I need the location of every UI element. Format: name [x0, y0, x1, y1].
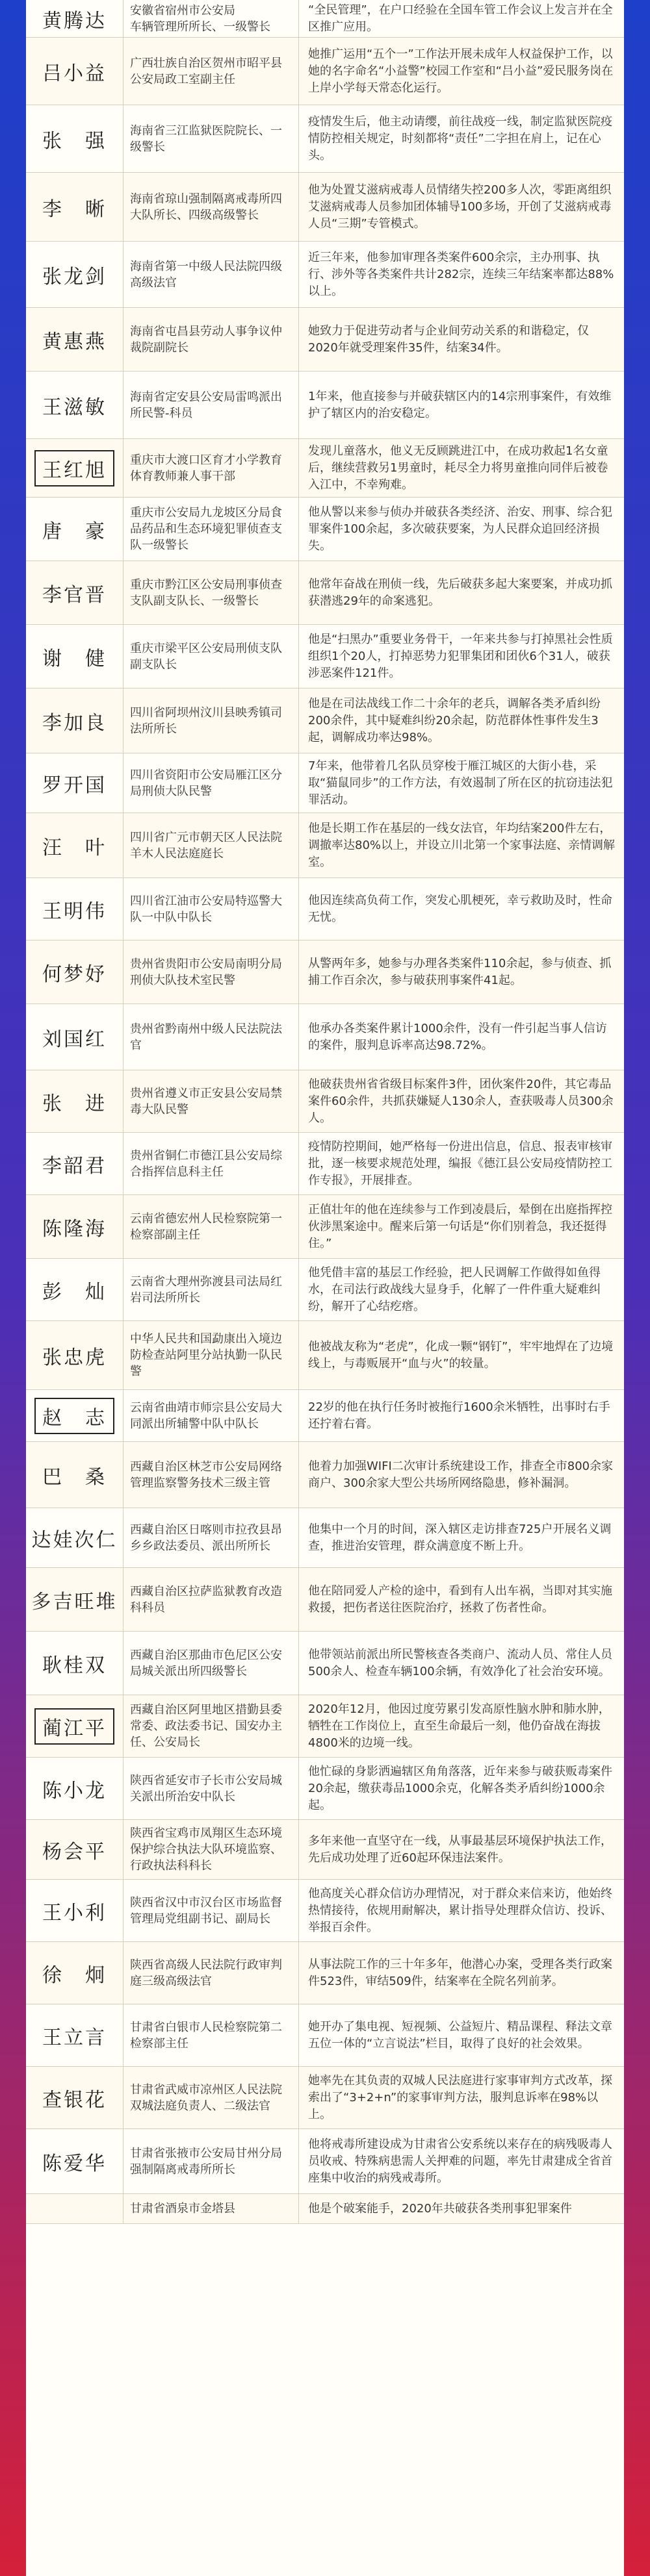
deed-cell — [299, 1442, 624, 1508]
deed-cell — [299, 38, 624, 105]
name-cell — [26, 753, 124, 813]
table-row — [26, 439, 624, 498]
deed-summary: 他凭借丰富的基层工作经验，把人民调解工作做得如鱼得水，在司法行政战线大显身手，化解了一件件重大疑难纠纷，解开了心结疙瘩。 — [308, 1265, 601, 1313]
table-row — [26, 308, 624, 372]
table-row — [26, 2004, 624, 2067]
unit-cell — [124, 1508, 299, 1567]
table-row — [26, 105, 624, 173]
unit-cell — [124, 173, 299, 241]
name-cell — [26, 1568, 124, 1631]
work-unit: 西藏自治区日喀则市拉孜县昂乡乡政法委员、派出所所长 — [130, 1522, 282, 1553]
unit-cell — [124, 688, 299, 753]
person-name: 黄惠燕 — [42, 330, 107, 353]
table-row — [26, 1695, 624, 1758]
left-decorative-bar — [0, 0, 26, 2576]
table-row — [26, 242, 624, 308]
deed-cell — [299, 2194, 624, 2223]
work-unit: 安徽省宿州市公安局 车辆管理所所长、一级警长 — [130, 3, 270, 34]
work-unit: 云南省大理州弥渡县司法局红岩司法所所长 — [130, 1274, 282, 1305]
person-name: 黄腾达 — [42, 9, 107, 32]
deed-summary: 他将戒毒所建设成为甘肃省公安系统以来存在的病残吸毒人员收戒、特殊病患需人关押难的问题，率先甘肃建成全省首座集中收治的病残戒毒所。 — [308, 2137, 612, 2185]
work-unit: 云南省德宏州人民检察院第一检察部副主任 — [130, 1211, 282, 1242]
name-cell — [26, 0, 124, 37]
work-unit: 贵州省贵阳市公安局南明分局刑侦大队技术室民警 — [130, 957, 282, 987]
unit-cell — [124, 1942, 299, 2004]
table-row — [26, 625, 624, 688]
right-decorative-bar — [624, 0, 650, 2576]
name-cell — [26, 1632, 124, 1695]
name-cell — [26, 1442, 124, 1508]
deed-summary: 他带领站前派出所民警核查各类商户、流动人员、常住人员500余人、检查车辆100余辆，有效净化了社会治安环境。 — [308, 1647, 612, 1678]
unit-cell — [124, 105, 299, 172]
deed-cell — [299, 2004, 624, 2066]
name-cell — [26, 1508, 124, 1567]
deed-summary: 多年来他一直坚守在一线，从事最基层环境保护执法工作，先后成功处理了近60起环保违法案件。 — [308, 1834, 612, 1865]
unit-cell — [124, 753, 299, 813]
deed-summary: 他是在司法战线工作二十余年的老兵，调解各类矛盾纠纷200余件，其中疑难纠纷20余起，防范群体性事件发生3起，调解成功率达98%。 — [308, 696, 601, 744]
deed-summary: 他集中一个月的时间，深入辖区走访排查725户开展名义调查，推进治安管理，群众满意度不断上升。 — [308, 1522, 612, 1553]
table-row — [26, 1632, 624, 1695]
table-row — [26, 1942, 624, 2004]
deed-cell — [299, 1820, 624, 1879]
deed-cell — [299, 0, 624, 37]
deed-cell — [299, 2129, 624, 2193]
name-cell — [26, 813, 124, 878]
work-unit: 海南省定安县公安局雷鸣派出所民警-科员 — [130, 390, 282, 420]
name-cell — [26, 242, 124, 307]
deed-cell — [299, 242, 624, 307]
person-name: 张 进 — [42, 1092, 107, 1115]
table-row — [26, 1880, 624, 1942]
deed-cell — [299, 1133, 624, 1194]
unit-cell — [124, 1195, 299, 1258]
unit-cell — [124, 372, 299, 438]
work-unit: 贵州省黔南州中级人民法院法官 — [130, 1022, 282, 1052]
deed-summary: 近三年来，他参加审理各类案件600余宗，主办刑事、执行、涉外等各类案件共计282宗，连续三年结案率都达88%以上。 — [308, 250, 614, 298]
deed-cell — [299, 1758, 624, 1819]
unit-cell — [124, 1004, 299, 1070]
table-row — [26, 1442, 624, 1508]
person-name: 王滋敏 — [42, 396, 107, 419]
name-cell — [26, 498, 124, 561]
deed-cell — [299, 1695, 624, 1757]
person-name: 达娃次仁 — [31, 1528, 118, 1552]
deed-summary: 疫情防控期间，她严格每一份进出信息，信息、报表审核审批，逐一核要求规范处理，编报《德江县公安局疫情防控工作专报》，开展排查。 — [308, 1139, 612, 1187]
work-unit: 海南省第一中级人民法院四级高级法官 — [130, 259, 282, 290]
person-name: 李官晋 — [42, 583, 107, 607]
unit-cell — [124, 1442, 299, 1508]
deed-summary: 22岁的他在执行任务时被拖行1600余米牺牲，出事时右手还拧着右膏。 — [308, 1400, 610, 1431]
deed-summary: 他是个破案能手，2020年共破获各类刑事犯罪案件 — [308, 2201, 572, 2216]
name-cell — [26, 1070, 124, 1132]
unit-cell — [124, 1390, 299, 1441]
table-row — [26, 498, 624, 561]
deed-summary: 他破获贵州省省级目标案件3件，团伙案件20件，其它毒品案件60余件，共抓获嫌疑人130余人，查获吸毒人员300余人。 — [308, 1077, 614, 1125]
work-unit: 四川省广元市朝天区人民法院羊木人民法庭庭长 — [130, 830, 282, 861]
deed-summary: 她推广运用“五个一”工作法开展未成年人权益保护工作，以她的名字命名“小益警”校园工作室和“吕小益”爱民服务岗在上岸小学每天常态化运行。 — [308, 47, 614, 95]
work-unit: 陕西省延安市子长市公安局城关派出所治安中队长 — [130, 1773, 282, 1804]
person-name: 巴 桑 — [42, 1465, 107, 1489]
unit-cell — [124, 2129, 299, 2193]
work-unit: 西藏自治区阿里地区措勤县委常委、政法委书记、国安办主任、公安局长 — [130, 1703, 282, 1749]
person-name: 张忠虎 — [42, 1346, 107, 1369]
deed-cell — [299, 439, 624, 497]
name-cell — [26, 38, 124, 105]
deed-cell — [299, 813, 624, 878]
person-name: 杨会平 — [42, 1840, 107, 1863]
person-name: 吕小益 — [42, 62, 107, 85]
deed-cell — [299, 753, 624, 813]
name-cell — [26, 625, 124, 688]
name-cell — [26, 372, 124, 438]
honor-roll-table — [26, 0, 624, 2576]
deed-summary: 2020年12月，他因过度劳累引发高原性脑水肿和肺水肿，牺牲在工作岗位上，直至生命最后一刻，他仍奋战在海拔4800米的边境一线。 — [308, 1702, 610, 1750]
name-cell — [26, 105, 124, 172]
name-cell — [26, 2004, 124, 2066]
name-cell — [26, 1820, 124, 1879]
table-row — [26, 813, 624, 878]
deed-summary: 他被战友称为“老虎”，化成一颗“钢钉”，牢牢地焊在了边境线上，与毒贩展开“血与火”的较量。 — [308, 1339, 614, 1370]
deed-summary: 她开办了集电视、短视频、公益短片、精品课程、释法文章五位一体的“立言说法”栏目，取得了良好的社会效果。 — [308, 2019, 612, 2051]
person-name: 谢 健 — [42, 647, 107, 670]
deed-cell — [299, 1195, 624, 1258]
table-row — [26, 173, 624, 242]
deed-summary: 他着力加强WIFI二次审计系统建设工作，排查全市800余家商户、300余家大型公共场所网络隐患，修补漏洞。 — [308, 1459, 614, 1490]
unit-cell — [124, 1321, 299, 1389]
unit-cell — [124, 1695, 299, 1757]
unit-cell — [124, 242, 299, 307]
person-name: 李韶君 — [42, 1154, 107, 1178]
work-unit: 贵州省铜仁市德江县公安局综合指挥信息科主任 — [130, 1148, 282, 1179]
work-unit: 陕西省汉中市汉台区市场监督管理局党组副书记、副局长 — [130, 1895, 282, 1926]
table-row — [26, 753, 624, 813]
table-row — [26, 372, 624, 439]
table-row — [26, 38, 624, 105]
deed-summary: 发现儿童落水，他义无反顾跳进江中，在成功救起1名女童后，继续营救另1男童时，耗尽全力将男童推向同伴后被卷入江中，不幸殉难。 — [308, 444, 608, 492]
person-name: 王红旭 — [34, 450, 114, 486]
name-cell — [26, 1942, 124, 2004]
work-unit: 西藏自治区那曲市色尼区公安局城关派出所四级警长 — [130, 1648, 282, 1678]
unit-cell — [124, 1568, 299, 1631]
work-unit: 四川省资阳市公安局雁江区分局刑侦大队民警 — [130, 768, 282, 798]
deed-cell — [299, 878, 624, 940]
deed-summary: 他是长期工作在基层的一线女法官，年均结案200件左右，调撤率达80%以上，并设立川北第一个家事法庭、亲情调解室。 — [308, 821, 616, 869]
person-name: 王立言 — [42, 2026, 107, 2049]
person-name: 李 晰 — [42, 197, 107, 221]
person-name: 何梦妤 — [42, 963, 107, 986]
person-name: 赵 志 — [34, 1398, 114, 1434]
work-unit: 甘肃省酒泉市金塔县 — [130, 2202, 235, 2216]
unit-cell — [124, 2194, 299, 2223]
work-unit: 西藏自治区林芝市公安局网络管理监察警务技术三级主管 — [130, 1459, 282, 1490]
deed-summary: 1年来，他直接参与并破获辖区内的14宗刑事案件，有效维护了辖区内的治安稳定。 — [308, 389, 612, 420]
unit-cell — [124, 1820, 299, 1879]
unit-cell — [124, 0, 299, 37]
table-row — [26, 2129, 624, 2194]
name-cell — [26, 1390, 124, 1441]
unit-cell — [124, 38, 299, 105]
work-unit: 甘肃省武威市凉州区人民法院双城法庭负责人、二级法官 — [130, 2082, 282, 2113]
deed-cell — [299, 1390, 624, 1441]
person-name: 蔺江平 — [34, 1708, 114, 1745]
person-name: 彭 灿 — [42, 1280, 107, 1304]
deed-summary: 他常年奋战在刑侦一线，先后破获多起大案要案，并成功抓获潜逃29年的命案逃犯。 — [308, 577, 612, 608]
table-row — [26, 1568, 624, 1632]
deed-cell — [299, 561, 624, 624]
work-unit: 西藏自治区拉萨监狱教育改造科科员 — [130, 1584, 282, 1615]
work-unit: 重庆市黔江区公安局刑事侦查支队副支队长、一级警长 — [130, 577, 282, 608]
work-unit: 陕西省高级人民法院行政审判庭三级高级法官 — [130, 1958, 282, 1988]
deed-cell — [299, 1632, 624, 1695]
person-name: 陈爱华 — [42, 2152, 107, 2175]
person-name: 刘国红 — [42, 1028, 107, 1051]
unit-cell — [124, 2004, 299, 2066]
table-row — [26, 1758, 624, 1820]
unit-cell — [124, 941, 299, 1004]
unit-cell — [124, 625, 299, 688]
unit-cell — [124, 1070, 299, 1132]
person-name: 张 强 — [42, 129, 107, 153]
person-name: 耿桂双 — [42, 1654, 107, 1677]
name-cell — [26, 878, 124, 940]
deed-cell — [299, 1070, 624, 1132]
deed-summary: 她率先在其负责的双城人民法庭进行家事审判方式改革，探索出了“3+2+n”的家事审判方法，服判息诉率在98%以上。 — [308, 2073, 612, 2121]
deed-cell — [299, 498, 624, 561]
deed-cell — [299, 1321, 624, 1389]
work-unit: 四川省阿坝州汶川县映秀镇司法所所长 — [130, 705, 282, 736]
deed-cell — [299, 1880, 624, 1941]
table-row — [26, 1004, 624, 1070]
person-name: 唐 豪 — [42, 520, 107, 543]
name-cell — [26, 2129, 124, 2193]
work-unit: 四川省江油市公安局特巡警大队一中队中队长 — [130, 894, 282, 924]
table-row — [26, 1820, 624, 1880]
deed-cell — [299, 308, 624, 371]
work-unit: 贵州省遵义市正安县公安局禁毒大队民警 — [130, 1086, 282, 1117]
table-row — [26, 561, 624, 625]
name-cell — [26, 941, 124, 1004]
work-unit: 重庆市大渡口区育才小学教育体育教师兼人事干部 — [130, 453, 282, 483]
name-cell — [26, 2067, 124, 2128]
unit-cell — [124, 878, 299, 940]
deed-summary: 他高度关心群众信访办理情况，对于群众来信来访，他始终热情接待，依规用耐解决，累计指导处理群众信访、投诉、举报百余件。 — [308, 1886, 612, 1934]
deed-summary: 从警两年多，她参与办理各类案件110余起，参与侦查、抓捕工作百余次，参与破获刑事案件41起。 — [308, 956, 612, 987]
deed-summary: “全民管理”，在户口经验在全国车管工作会议上发言并在全区推广应用。 — [308, 3, 613, 34]
name-cell — [26, 688, 124, 753]
name-cell — [26, 439, 124, 497]
table-row — [26, 1259, 624, 1321]
deed-summary: 他是“扫黑办”重要业务骨干，一年来共参与打掉黑社会性质组织1个20人，打掉恶势力犯罪集团和团伙6个31人，破获涉恶案件121件。 — [308, 632, 613, 680]
table-row — [26, 688, 624, 753]
name-cell — [26, 1758, 124, 1819]
deed-summary: 从事法院工作的三十年多年，他潜心办案，受理各类行政案件523件，审结509件，结案率在全院名列前茅。 — [308, 1957, 612, 1988]
table-row — [26, 878, 624, 941]
work-unit: 重庆市梁平区公安局刑侦支队副支队长 — [130, 641, 282, 672]
work-unit: 海南省琼山强制隔离戒毒所四大队所长、四级高级警长 — [130, 192, 282, 222]
deed-summary: 他在陪同爱人产检的途中，看到有人出车祸，当即对其实施救援，把伤者送往医院治疗，拯救了伤者性命。 — [308, 1584, 612, 1615]
table-row — [26, 1390, 624, 1442]
deed-cell — [299, 1942, 624, 2004]
deed-cell — [299, 1508, 624, 1567]
deed-cell — [299, 688, 624, 753]
deed-summary: 他为处置艾滋病戒毒人员情绪失控200多人次，零距离组织艾滋病戒毒人员参加团体辅导100多场，开创了艾滋病戒毒人员“三期”专管模式。 — [308, 183, 612, 231]
table-row — [26, 1070, 624, 1133]
unit-cell — [124, 561, 299, 624]
unit-cell — [124, 308, 299, 371]
person-name: 李加良 — [42, 711, 107, 735]
name-cell — [26, 1695, 124, 1757]
table-row — [26, 941, 624, 1004]
work-unit: 重庆市公安局九龙坡区分局食品药品和生态环境犯罪侦查支队一级警长 — [130, 506, 282, 552]
deed-summary: 他因连续高负荷工作，突发心肌梗死，幸亏救助及时，性命无忧。 — [308, 893, 612, 924]
deed-cell — [299, 173, 624, 241]
name-cell — [26, 561, 124, 624]
deed-cell — [299, 941, 624, 1004]
person-name: 汪 叶 — [42, 836, 107, 859]
person-name: 查银花 — [42, 2088, 107, 2112]
deed-cell — [299, 2067, 624, 2128]
name-cell — [26, 1880, 124, 1941]
unit-cell — [124, 2067, 299, 2128]
deed-summary: 他从警以来参与侦办并破获各类经济、治安、刑事、综合犯罪案件100余起，多次破获要案，为人民群众追回经济损失。 — [308, 505, 612, 553]
table-row — [26, 1321, 624, 1390]
name-cell — [26, 1259, 124, 1320]
deed-cell — [299, 1568, 624, 1631]
person-name: 张龙剑 — [42, 265, 107, 288]
table-row — [26, 2194, 624, 2224]
person-name: 陈隆海 — [42, 1217, 107, 1241]
work-unit: 云南省曲靖市师宗县公安局大同派出所辅警中队中队长 — [130, 1400, 282, 1431]
deed-cell — [299, 372, 624, 438]
deed-cell — [299, 625, 624, 688]
work-unit: 海南省屯昌县劳动人事争议仲裁院副院长 — [130, 324, 282, 355]
unit-cell — [124, 813, 299, 878]
unit-cell — [124, 1259, 299, 1320]
unit-cell — [124, 1880, 299, 1941]
person-name: 王小利 — [42, 1901, 107, 1925]
deed-cell — [299, 1259, 624, 1320]
table-row — [26, 1133, 624, 1195]
unit-cell — [124, 498, 299, 561]
name-cell — [26, 2194, 124, 2223]
name-cell — [26, 173, 124, 241]
name-cell — [26, 1133, 124, 1194]
deed-cell — [299, 1004, 624, 1070]
work-unit: 中华人民共和国勐康出入境边防检查站阿里分站执勤一队民警 — [130, 1332, 282, 1378]
work-unit: 甘肃省张掖市公安局甘州分局强制隔离戒毒所所长 — [130, 2146, 282, 2177]
table-row — [26, 1508, 624, 1568]
name-cell — [26, 308, 124, 371]
unit-cell — [124, 1758, 299, 1819]
name-cell — [26, 1195, 124, 1258]
unit-cell — [124, 439, 299, 497]
table-row — [26, 0, 624, 38]
deed-summary: 她致力于促进劳动者与企业间劳动关系的和谐稳定，仅2020年就受理案件35件，结案34件。 — [308, 323, 589, 355]
person-name: 陈小龙 — [42, 1779, 107, 1802]
name-cell — [26, 1321, 124, 1389]
person-name: 多吉旺堆 — [31, 1590, 118, 1613]
name-cell — [26, 1004, 124, 1070]
person-name: 徐 炯 — [42, 1964, 107, 1987]
deed-summary: 7年来，他带着几名队员穿梭于雁江城区的大街小巷，采取“猫鼠同步”的工作方法，有效遏制了所在区的抗窃违法犯罪活动。 — [308, 759, 613, 807]
person-name: 罗开国 — [42, 774, 107, 797]
work-unit: 海南省三江监狱医院院长、一级警长 — [130, 123, 282, 154]
work-unit: 甘肃省白银市人民检察院第二检察部主任 — [130, 2020, 282, 2051]
person-name: 王明伟 — [42, 900, 107, 923]
work-unit: 广西壮族自治区贺州市昭平县公安局政工室副主任 — [130, 56, 282, 86]
table-row — [26, 1195, 624, 1259]
deed-cell — [299, 105, 624, 172]
deed-summary: 他忙碌的身影洒遍辖区角角落落，近年来参与破获贩毒案件20余起，缴获毒品1000余克，化解各类矛盾纠纷1000余起。 — [308, 1764, 612, 1812]
unit-cell — [124, 1133, 299, 1194]
work-unit: 陕西省宝鸡市凤翔区生态环境保护综合执法大队环境监察、行政执法科科长 — [130, 1826, 282, 1873]
deed-summary: 疫情发生后，他主动请缨，前往战疫一线，制定监狱医院疫情防控相关规定，时刻都将“责任”二字担在肩上，记在心头。 — [308, 114, 612, 162]
deed-summary: 正值壮年的他在连续参与工作到凌晨后，晕倒在出庭指挥控伙涉黑案途中。醒来后第一句话是“你们别着急，我还挺得住。” — [308, 1202, 612, 1250]
deed-summary: 他承办各类案件累计1000余件，没有一件引起当事人信访的案件，服判息诉率高达98.72%。 — [308, 1021, 607, 1052]
unit-cell — [124, 1632, 299, 1695]
table-row — [26, 2067, 624, 2129]
